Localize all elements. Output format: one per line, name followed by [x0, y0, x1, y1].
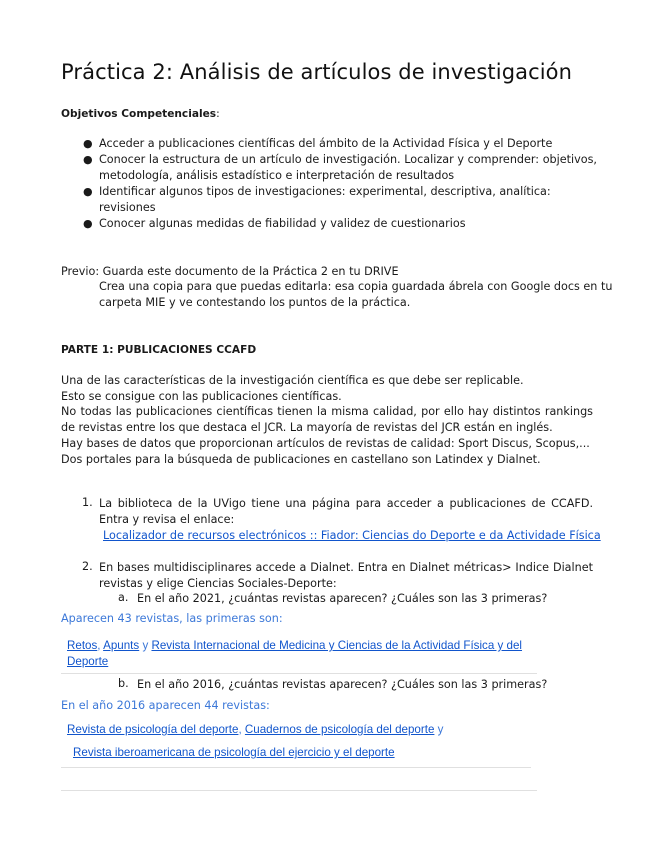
bullet-icon: ● — [83, 137, 93, 150]
apunts-link[interactable]: Apunts — [103, 639, 140, 652]
page-title: Práctica 2: Análisis de artículos de investigación — [61, 60, 573, 84]
divider — [61, 673, 537, 674]
part1-paragraph: Esto se consigue con las publicaciones científicas. — [61, 390, 342, 403]
previo-line2: Crea una copia para que puedas editarla: esa copia guardada ábrela con Google docs en tu — [99, 280, 613, 293]
separator: y — [434, 723, 444, 736]
separator: , — [238, 723, 245, 736]
separator: y — [139, 639, 152, 652]
question-number: 1. — [82, 496, 93, 509]
part1-paragraph: Dos portales para la búsqueda de publicaciones en castellano son Latindex y Dialnet. — [61, 453, 541, 466]
objectives-heading — [61, 108, 220, 120]
part1-paragraph: No todas las publicaciones científicas tienen la misma calidad, por ello hay distintos rankings de revistas entre los que destaca el JCR. La mayoría de revistas del JCR están en inglés. — [61, 405, 593, 434]
list-item-text: Identificar algunos tipos de investigaciones: experimental, descriptiva, analítica: revisiones — [99, 185, 551, 214]
subquestion-b-text: En el año 2016, ¿cuántas revistas aparecen? ¿Cuáles son las 3 primeras? — [137, 678, 548, 691]
question-2-text: En bases multidisciplinares accede a Dialnet. Entra en Dialnet métricas> Indice Dialnet revistas y elige Ciencias Sociales-Deporte: — [99, 561, 593, 590]
revista-internacional-link[interactable]: Revista Internacional de Medicina y Ciencias de la Actividad Física y del Deporte — [67, 639, 523, 668]
cuadernos-psicologia-link[interactable]: Cuadernos de psicología del deporte — [244, 723, 435, 736]
separator: , — [97, 639, 104, 652]
bullet-icon: ● — [83, 217, 93, 230]
answer-a-text: Aparecen 43 revistas, las primeras son: — [61, 612, 283, 625]
subquestion-label: b. — [118, 677, 129, 690]
revista-iberoamericana-link[interactable]: Revista iberoamericana de psicología del ejercicio y el deporte — [73, 746, 395, 759]
subquestion-a-text: En el año 2021, ¿cuántas revistas aparecen? ¿Cuáles son las 3 primeras? — [137, 592, 548, 605]
divider — [61, 790, 537, 791]
previo-line3: carpeta MIE y ve contestando los puntos de la práctica. — [99, 296, 411, 309]
part1-paragraph: Una de las características de la investigación científica es que debe ser replicable. — [61, 374, 524, 387]
list-item-text: Conocer la estructura de un artículo de investigación. Localizar y comprender: objetivos, metodología, análisis estadístico e interpretación de resultados — [99, 153, 597, 182]
part1-heading: PARTE 1: PUBLICACIONES CCAFD — [61, 344, 257, 356]
answer-b-links-line1 — [67, 722, 443, 738]
subquestion-label: a. — [118, 591, 129, 604]
question-1-link-container — [103, 528, 601, 544]
retos-link[interactable]: Retos — [67, 639, 98, 652]
fiador-link[interactable]: Localizador de recursos electrónicos :: Fiador: Ciencias do Deporte e da Actividade Física — [103, 529, 601, 542]
answer-b-text: En el año 2016 aparecen 44 revistas: — [61, 699, 270, 712]
revista-psicologia-deporte-link[interactable]: Revista de psicología del deporte — [67, 723, 239, 736]
list-item-text: Acceder a publicaciones científicas del ámbito de la Actividad Física y el Deporte — [99, 137, 553, 150]
list-item — [77, 136, 597, 152]
list-item — [77, 216, 597, 232]
question-1-text: La biblioteca de la UVigo tiene una página para acceder a publicaciones de CCAFD. Entra y revisa el enlace: — [99, 497, 593, 526]
list-item — [77, 152, 597, 184]
objectives-colon: : — [216, 108, 220, 120]
bullet-icon: ● — [83, 153, 93, 166]
bullet-icon: ● — [83, 185, 93, 198]
previo-line1: Previo: Guarda este documento de la Práctica 2 en tu DRIVE — [61, 265, 399, 278]
list-item — [77, 184, 597, 216]
question-number: 2. — [82, 560, 93, 573]
answer-a-links — [67, 638, 527, 670]
answer-b-links-line2 — [73, 745, 395, 761]
list-item-text: Conocer algunas medidas de fiabilidad y validez de cuestionarios — [99, 217, 466, 230]
objectives-heading-text: Objetivos Competenciales — [61, 108, 217, 120]
divider — [61, 767, 531, 768]
part1-paragraph: Hay bases de datos que proporcionan artículos de revistas de calidad: Sport Discus, Scopus,... — [61, 437, 590, 450]
objectives-list — [77, 136, 597, 232]
